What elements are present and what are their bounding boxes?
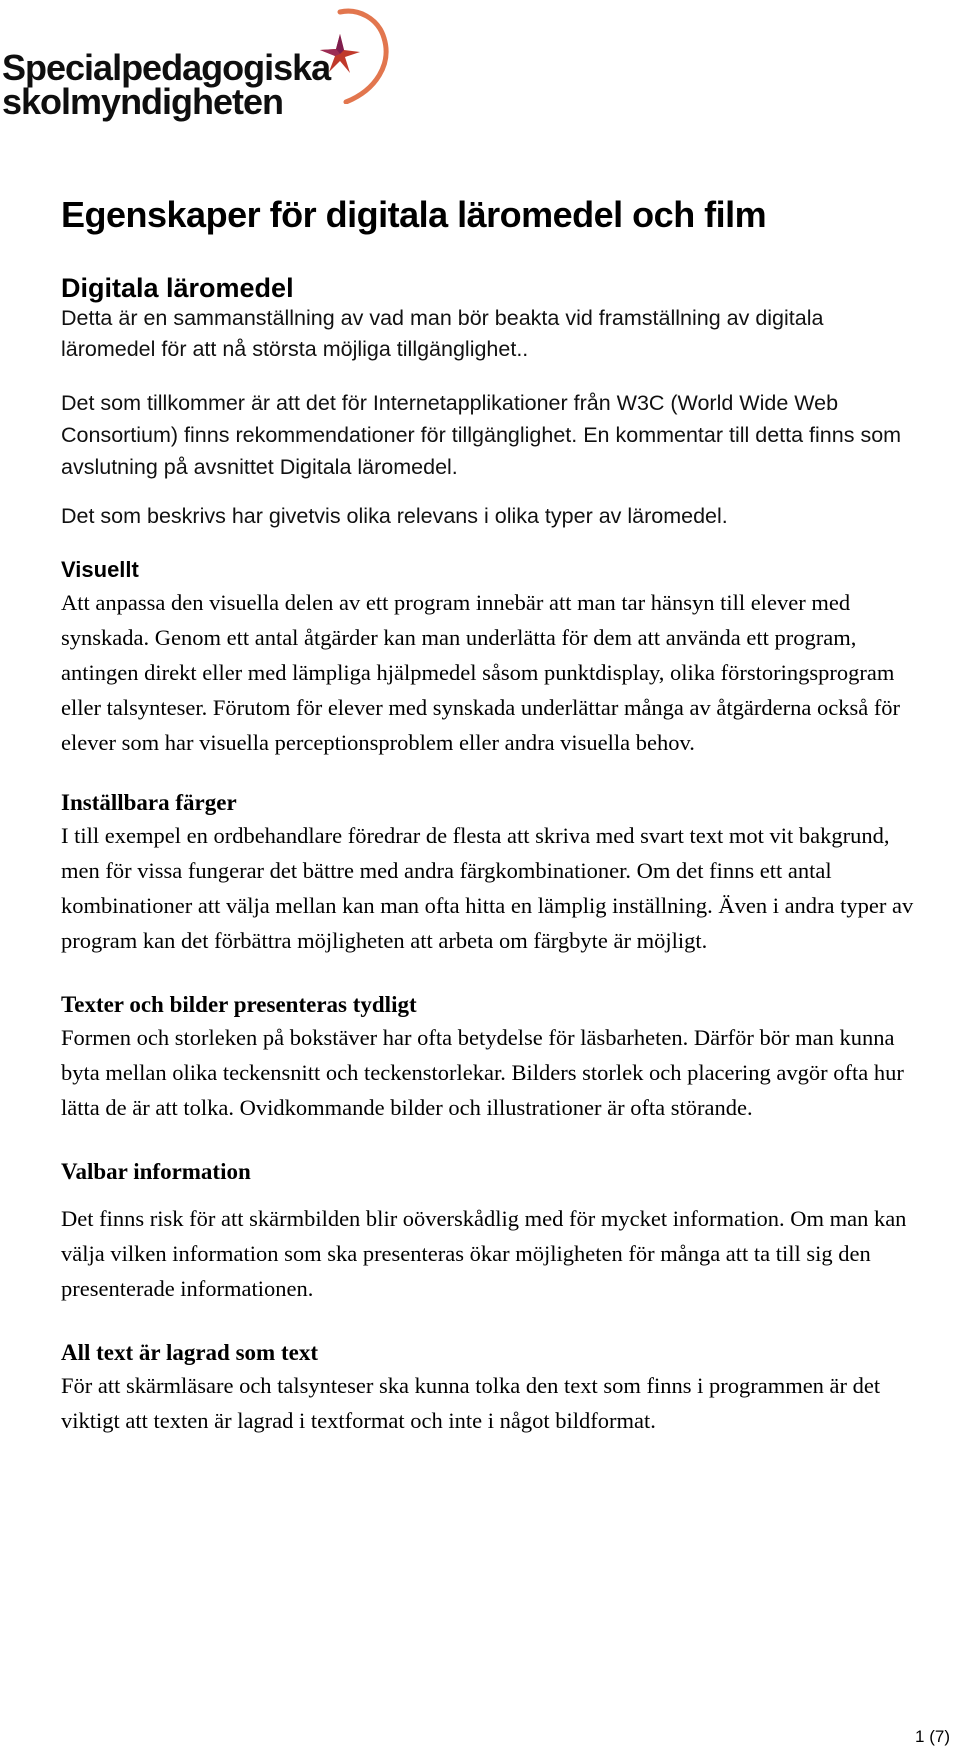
section-digitala-laromedel (61, 273, 921, 534)
star-logo-icon (300, 4, 390, 104)
paragraph: Detta är en sammanställning av vad man bör beakta vid framställning av digitala läromedel för att nå största möjliga tillgänglighet.. (61, 306, 824, 361)
section-heading: Digitala läromedel (61, 273, 294, 303)
document-body (61, 193, 921, 1438)
section-heading: Valbar information (61, 1159, 251, 1184)
section-visuellt (61, 555, 921, 760)
page-number: 1 (7) (915, 1727, 950, 1746)
logo (0, 0, 400, 130)
paragraph: Att anpassa den visuella delen av ett program innebär att man tar hänsyn till elever med synskada. Genom ett antal åtgärder kan man underlätta för dem att använda ett program, antingen direkt eller med lämpliga hjälpmedel såsom punktdisplay, olika förstoringsprogram eller talsynteser. Förutom för elever med synskada underlättar många av åtgärderna också för elever som har visuella perceptionsproblem eller andra visuella behov. (61, 590, 901, 755)
section-heading: Inställbara färger (61, 790, 237, 815)
section-heading: Visuellt (61, 557, 139, 582)
section-all-text-lagrad (61, 1338, 921, 1438)
paragraph: Formen och storleken på bokstäver har ofta betydelse för läsbarheten. Därför bör man kunna byta mellan olika teckensnitt och teckenstorlekar. Bilders storlek och placering avgör ofta hur lätta de är att tolka. Ovidkommande bilder och illustrationer är ofta störande. (61, 1025, 904, 1120)
section-texter-och-bilder (61, 990, 921, 1125)
section-heading: Texter och bilder presenteras tydligt (61, 992, 417, 1017)
section-heading: All text är lagrad som text (61, 1340, 318, 1365)
paragraph: I till exempel en ordbehandlare föredrar de flesta att skriva med svart text mot vit bakgrund, men för vissa fungerar det bättre med andra färgkombinationer. Om det finns ett antal kombinationer att välja mellan kan man ofta hitta en lämplig inställning. Även i andra typer av program kan det förbättra möjligheten att arbeta om färgbyte är möjligt. (61, 823, 914, 953)
paragraph: För att skärmläsare och talsynteser ska kunna tolka den text som finns i programmen är det viktigt att texten är lagrad i textformat och inte i något bildformat. (61, 1373, 881, 1433)
logo-line-2: skolmyndigheten (2, 81, 284, 122)
section-valbar-information (61, 1157, 921, 1306)
paragraph: Det finns risk för att skärmbilden blir oöverskådlig med för mycket information. Om man kan välja vilken information som ska presenteras ökar möjligheten för många att ta till sig den presenterade informationen. (61, 1206, 907, 1301)
paragraph: Det som beskrivs har givetvis olika relevans i olika typer av läromedel. (61, 504, 728, 528)
page-title: Egenskaper för digitala läromedel och film (61, 194, 767, 235)
section-installbara-farger (61, 788, 921, 958)
paragraph: Det som tillkommer är att det för Internetapplikationer från W3C (World Wide Web Consortium) finns rekommendationer för tillgänglighet. En kommentar till detta finns som avslutning på avsnittet Digitala läromedel. (61, 391, 902, 479)
logo-line-1: Specialpedagogiska (2, 47, 331, 88)
